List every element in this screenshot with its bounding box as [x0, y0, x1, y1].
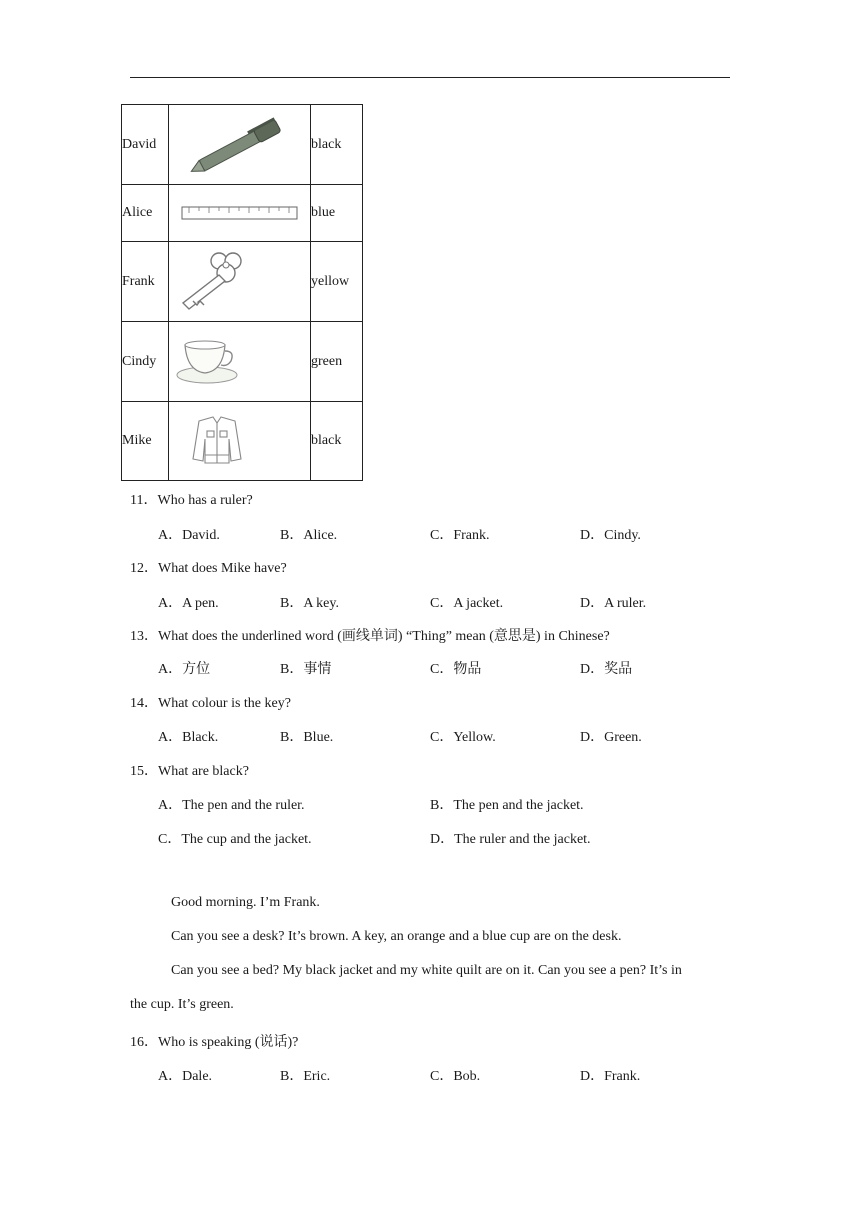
option-d: D．Frank.: [580, 1069, 641, 1084]
question-11: [130, 489, 253, 509]
passage-line: the cup. It’s green.: [130, 997, 234, 1012]
option-a: A．A pen.: [158, 596, 219, 611]
option-b: B．事情: [280, 662, 332, 677]
option-a: A．Black.: [158, 730, 219, 745]
question-16: [130, 1031, 298, 1051]
option-c: C．A jacket.: [430, 596, 504, 611]
option-a: A．方位: [158, 662, 211, 677]
question-text: Who is speaking (说话)?: [158, 1035, 299, 1050]
item-color: green: [311, 322, 363, 402]
option-d: D．A ruler.: [580, 596, 647, 611]
owner-name: Alice: [122, 185, 169, 242]
question-12: [130, 557, 287, 577]
question-number: 13．: [130, 629, 158, 644]
owner-name: Frank: [122, 242, 169, 322]
pen-icon: [169, 105, 311, 185]
option-b: B．Eric.: [280, 1069, 331, 1084]
question-number: 16．: [130, 1035, 158, 1050]
question-15: [130, 760, 249, 780]
item-color: blue: [311, 185, 363, 242]
option-a: A．Dale.: [158, 1069, 213, 1084]
question-text: What does the underlined word (画线单词) “Thing” mean (意思是) in Chinese?: [158, 629, 610, 644]
question-text: What colour is the key?: [158, 696, 291, 711]
header-rule: [130, 77, 730, 78]
question-text: What are black?: [158, 764, 249, 779]
option-c: C．Bob.: [430, 1069, 481, 1084]
question-text: What does Mike have?: [158, 561, 287, 576]
question-text: Who has a ruler?: [157, 493, 253, 508]
key-icon: [169, 242, 311, 322]
owner-name: Mike: [122, 402, 169, 481]
item-color: black: [311, 105, 363, 185]
option-b: B．Alice.: [280, 528, 338, 543]
option-d: D．Cindy.: [580, 528, 641, 543]
question-13: [130, 625, 610, 645]
table-row: [122, 242, 363, 322]
option-c: C．The cup and the jacket.: [158, 832, 312, 847]
option-c: C．Frank.: [430, 528, 490, 543]
option-d: D．Green.: [580, 730, 642, 745]
option-b: B．Blue.: [280, 730, 334, 745]
option-a: A．The pen and the ruler.: [158, 798, 305, 813]
option-d: D．奖品: [580, 662, 633, 677]
table-row: [122, 322, 363, 402]
table-row: [122, 105, 363, 185]
question-number: 12．: [130, 561, 158, 576]
option-b: B．A key.: [280, 596, 339, 611]
passage-line: Good morning. I’m Frank.: [171, 895, 320, 910]
items-table: [121, 104, 363, 481]
jacket-icon: [169, 402, 311, 481]
owner-name: Cindy: [122, 322, 169, 402]
cup-icon: [169, 322, 311, 402]
item-color: yellow: [311, 242, 363, 322]
question-number: 11．: [130, 493, 158, 508]
owner-name: David: [122, 105, 169, 185]
option-c: C．物品: [430, 662, 482, 677]
question-number: 14．: [130, 696, 158, 711]
item-color: black: [311, 402, 363, 481]
option-d: D．The ruler and the jacket.: [430, 832, 591, 847]
passage-line: Can you see a desk? It’s brown. A key, an orange and a blue cup are on the desk.: [171, 929, 622, 944]
option-b: B．The pen and the jacket.: [430, 798, 584, 813]
table-row: [122, 402, 363, 481]
question-14: [130, 692, 291, 712]
option-a: A．David.: [158, 528, 220, 543]
passage-line: Can you see a bed? My black jacket and my white quilt are on it. Can you see a pen? It’s in: [171, 963, 682, 978]
table-row: [122, 185, 363, 242]
ruler-icon: [169, 185, 311, 242]
question-number: 15．: [130, 764, 158, 779]
option-c: C．Yellow.: [430, 730, 496, 745]
